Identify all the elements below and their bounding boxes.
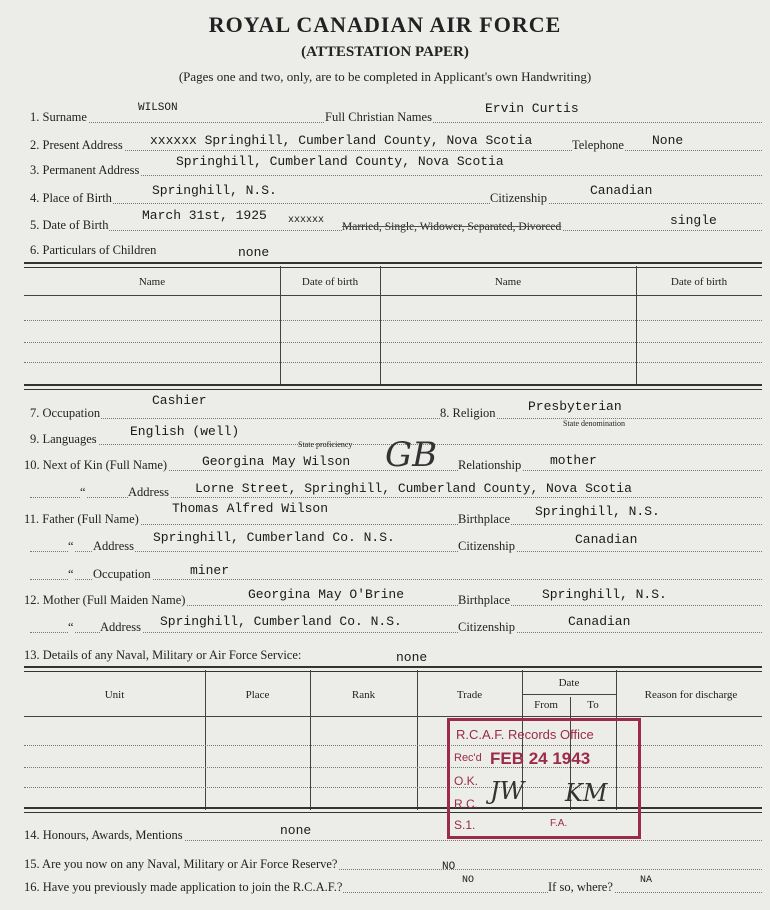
permanent-address-value: Springhill, Cumberland County, Nova Scotia — [176, 154, 504, 169]
service-col-date: Date — [558, 677, 580, 689]
relationship-label: Relationship — [458, 458, 522, 472]
ditto-mark: “ — [68, 620, 74, 634]
languages-label: 9. Languages — [30, 432, 97, 446]
languages-hint: State proficiency — [298, 440, 353, 449]
service-col-rank: Rank — [351, 689, 376, 701]
mother-address-value: Springhill, Cumberland Co. N.S. — [160, 614, 402, 629]
previous-application-value: NO — [462, 875, 475, 886]
previous-application-label: 16. Have you previously made application to join the R.C.A.F.? — [24, 880, 343, 894]
ditto-mark: “ — [68, 539, 74, 553]
service-col-place: Place — [245, 689, 270, 701]
children-col-name-2: Name — [494, 276, 522, 288]
margin-initials: GB — [385, 435, 438, 475]
document-subtitle: (ATTESTATION PAPER) — [301, 44, 469, 60]
table-row — [24, 767, 762, 768]
row-father-occupation — [30, 561, 762, 580]
children-col-dob-2: Date of birth — [670, 276, 728, 288]
stamp-date: FEB 24 1943 — [490, 749, 591, 768]
honours-value: none — [280, 823, 312, 838]
row-previous-application — [24, 874, 762, 894]
permanent-address-label: 3. Permanent Address — [30, 163, 140, 177]
citizenship-value: Canadian — [590, 183, 653, 198]
reserve-value: NO — [442, 861, 456, 873]
stamp-title: R.C.A.F. Records Office — [456, 727, 594, 742]
mother-address-label: Address — [100, 620, 141, 634]
divider — [24, 384, 762, 390]
nok-address-value: Lorne Street, Springhill, Cumberland County, Nova Scotia — [195, 481, 632, 496]
languages-value: English (well) — [130, 424, 240, 439]
father-birthplace-value: Springhill, N.S. — [535, 504, 660, 519]
present-address-value: xxxxxx Springhill, Cumberland County, Nova Scotia — [150, 133, 533, 148]
row-occupation — [30, 393, 762, 420]
marital-struck: xxxxxx — [288, 215, 325, 226]
relationship-value: mother — [550, 453, 597, 468]
telephone-value: None — [652, 133, 684, 148]
row-honours — [24, 822, 762, 842]
surname-value: WILSON — [138, 102, 178, 114]
children-col-name: Name — [138, 276, 166, 288]
table-row — [24, 745, 762, 746]
honours-label: 14. Honours, Awards, Mentions — [24, 828, 183, 842]
records-office-stamp — [447, 718, 641, 839]
stamp-fa: F.A. — [550, 818, 568, 829]
telephone-label: Telephone — [572, 138, 624, 152]
row-mother — [24, 587, 762, 607]
reserve-label: 15. Are you now on any Naval, Military or Air Force Reserve? — [24, 857, 338, 871]
next-of-kin-value: Georgina May Wilson — [202, 454, 351, 469]
table-row — [24, 342, 762, 343]
father-citizenship-value: Canadian — [575, 532, 638, 547]
row-mother-address — [30, 614, 762, 633]
next-of-kin-label: 10. Next of Kin (Full Name) — [24, 458, 168, 472]
religion-hint: State denomination — [563, 419, 625, 428]
table-row — [24, 320, 762, 321]
occupation-value: Cashier — [152, 393, 207, 408]
row-surname — [30, 101, 762, 124]
children-label: 6. Particulars of Children — [30, 243, 157, 257]
religion-label: 8. Religion — [440, 406, 496, 420]
stamp-received-label: Rec'd — [454, 752, 482, 764]
father-occupation-value: miner — [190, 563, 230, 578]
divider — [24, 807, 762, 813]
row-father-address — [30, 530, 762, 553]
table-row — [24, 362, 762, 363]
children-value: none — [238, 245, 270, 260]
mother-citizenship-label: Citizenship — [458, 620, 515, 634]
row-reserve — [24, 851, 762, 873]
divider — [24, 716, 762, 717]
citizenship-label: Citizenship — [490, 191, 547, 205]
date-of-birth-value: March 31st, 1925 — [142, 208, 267, 223]
service-col-to: To — [587, 699, 599, 711]
date-of-birth-label: 5. Date of Birth — [30, 218, 109, 232]
row-permanent-address — [30, 154, 762, 177]
mother-value: Georgina May O'Brine — [248, 587, 405, 602]
service-col-from: From — [534, 699, 558, 711]
mother-citizenship-value: Canadian — [568, 614, 631, 629]
father-citizenship-label: Citizenship — [458, 539, 515, 553]
row-present-address — [30, 132, 762, 151]
ditto-mark: “ — [68, 567, 74, 581]
document-note: (Pages one and two, only, are to be completed in Applicant's own Handwriting) — [178, 69, 592, 84]
ditto-mark: “ — [80, 485, 86, 499]
marital-value: single — [670, 213, 717, 228]
religion-value: Presbyterian — [528, 399, 622, 414]
mother-birthplace-value: Springhill, N.S. — [542, 587, 667, 602]
service-col-unit: Unit — [104, 689, 125, 701]
children-col-dob: Date of birth — [301, 276, 359, 288]
service-value: none — [396, 650, 428, 665]
mother-birthplace-label: Birthplace — [458, 593, 511, 607]
marital-label: Married, Single, Widower, Separated, Divorced — [342, 221, 562, 233]
divider — [522, 694, 616, 695]
stamp-initials: KM — [565, 779, 608, 807]
father-birthplace-label: Birthplace — [458, 512, 511, 526]
divider — [24, 295, 762, 296]
stamp-s1: S.1. — [454, 818, 476, 832]
divider — [24, 262, 762, 268]
table-row — [24, 787, 762, 788]
divider — [24, 666, 762, 672]
row-father — [24, 501, 762, 526]
where-label: If so, where? — [548, 880, 613, 894]
nok-address-label: Address — [128, 485, 169, 499]
place-of-birth-value: Springhill, N.S. — [152, 183, 277, 198]
mother-label: 12. Mother (Full Maiden Name) — [24, 593, 186, 607]
place-of-birth-label: 4. Place of Birth — [30, 191, 112, 205]
service-label: 13. Details of any Naval, Military or Air Force Service: — [24, 648, 302, 662]
row-place-of-birth — [30, 185, 762, 204]
father-occupation-label: Occupation — [93, 567, 151, 581]
service-col-trade: Trade — [456, 689, 483, 701]
present-address-label: 2. Present Address — [30, 138, 123, 152]
father-address-value: Springhill, Cumberland Co. N.S. — [153, 530, 395, 545]
father-label: 11. Father (Full Name) — [24, 512, 139, 526]
service-col-reason: Reason for discharge — [644, 689, 738, 701]
father-value: Thomas Alfred Wilson — [172, 501, 329, 516]
christian-names-value: Ervin Curtis — [485, 101, 579, 116]
father-address-label: Address — [93, 539, 134, 553]
where-value: NA — [640, 875, 653, 886]
row-nok-address — [30, 479, 762, 498]
stamp-rc: R.C. — [454, 797, 478, 811]
christian-names-label: Full Christian Names — [325, 110, 432, 124]
stamp-ok: O.K. — [454, 774, 479, 788]
stamp-initials: JW — [490, 777, 525, 805]
document-title: ROYAL CANADIAN AIR FORCE — [208, 12, 562, 37]
row-date-of-birth — [30, 208, 762, 233]
surname-label: 1. Surname — [30, 110, 87, 124]
occupation-label: 7. Occupation — [30, 406, 101, 420]
